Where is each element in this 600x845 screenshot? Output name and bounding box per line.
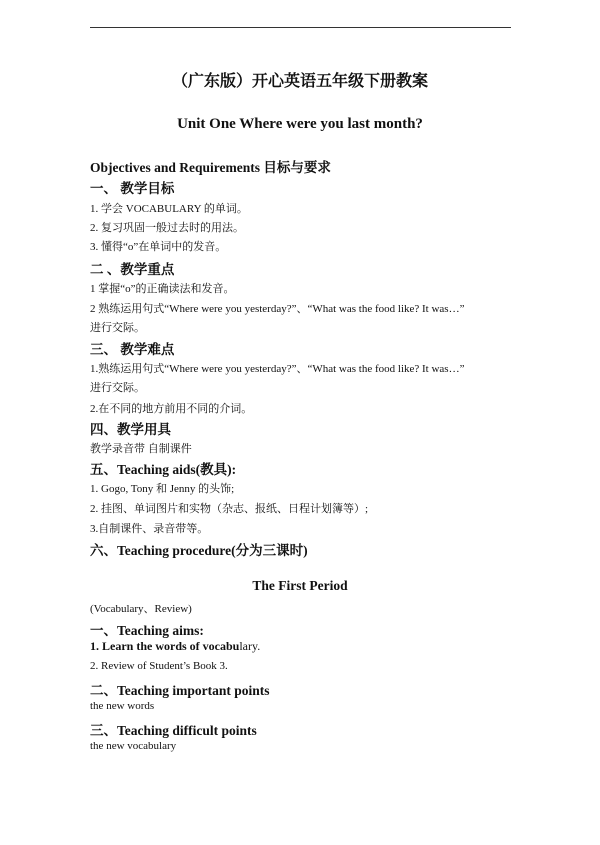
section-6-heading: 六、Teaching procedure(分为三课时) (90, 543, 308, 558)
section-5-item: 2. 挂图、单词图片和实物（杂志、报纸、日程计划簿等）; (90, 503, 369, 515)
aims-item-1-rest: lary. (239, 639, 261, 653)
doc-title: （广东版）开心英语五年级下册教案 (171, 73, 428, 90)
important-text: the new words (90, 700, 155, 712)
aims-heading: 一、Teaching aims: (90, 623, 204, 638)
difficult-text: the new vocabulary (90, 740, 177, 752)
aims-item-2: 2. Review of Student’s Book 3. (90, 660, 228, 672)
section-4-heading: 四、教学用具 (90, 422, 171, 437)
header-rule (90, 27, 511, 28)
section-5-item: 3.自制课件、录音带等。 (90, 523, 209, 535)
section-1-item: 1. 学会 VOCABULARY 的单词。 (90, 203, 248, 215)
section-1-heading: 一、 教学目标 (90, 181, 175, 196)
section-2-item: 1 掌握“o”的正确读法和发音。 (90, 283, 235, 295)
period-subtitle: (Vocabulary、Review) (90, 603, 192, 615)
section-2-heading: 二 、教学重点 (90, 262, 175, 277)
section-5-heading: 五、Teaching aids(教具): (90, 462, 237, 477)
difficult-heading: 三、Teaching difficult points (90, 723, 257, 738)
period-title: The First Period (252, 578, 348, 593)
unit-title: Unit One Where were you last month? (177, 116, 423, 132)
section-3-item: 1.熟练运用句式“Where were you yesterday?”、“What was the food like? It was…” (90, 363, 465, 375)
section-2-item: 进行交际。 (90, 322, 145, 334)
section-5-item: 1. Gogo, Tony 和 Jenny 的头饰; (90, 483, 235, 495)
section-3-item: 2.在不同的地方前用不同的介词。 (90, 403, 253, 415)
aims-item-1 (90, 639, 260, 654)
aims-item-1-bold: 1. Learn the words of vocabu (90, 639, 240, 653)
important-heading: 二、Teaching important points (90, 683, 270, 698)
section-1-item: 2. 复习巩固一般过去时的用法。 (90, 222, 244, 234)
objectives-heading: Objectives and Requirements 目标与要求 (90, 160, 331, 175)
section-4-item: 教学录音带 自制课件 (90, 443, 192, 455)
section-3-item: 进行交际。 (90, 382, 145, 394)
section-1-item: 3. 懂得“o”在单词中的发音。 (90, 241, 227, 253)
section-3-heading: 三、 教学难点 (90, 342, 175, 357)
section-2-item: 2 熟练运用句式“Where were you yesterday?”、“What was the food like? It was…” (90, 303, 465, 315)
